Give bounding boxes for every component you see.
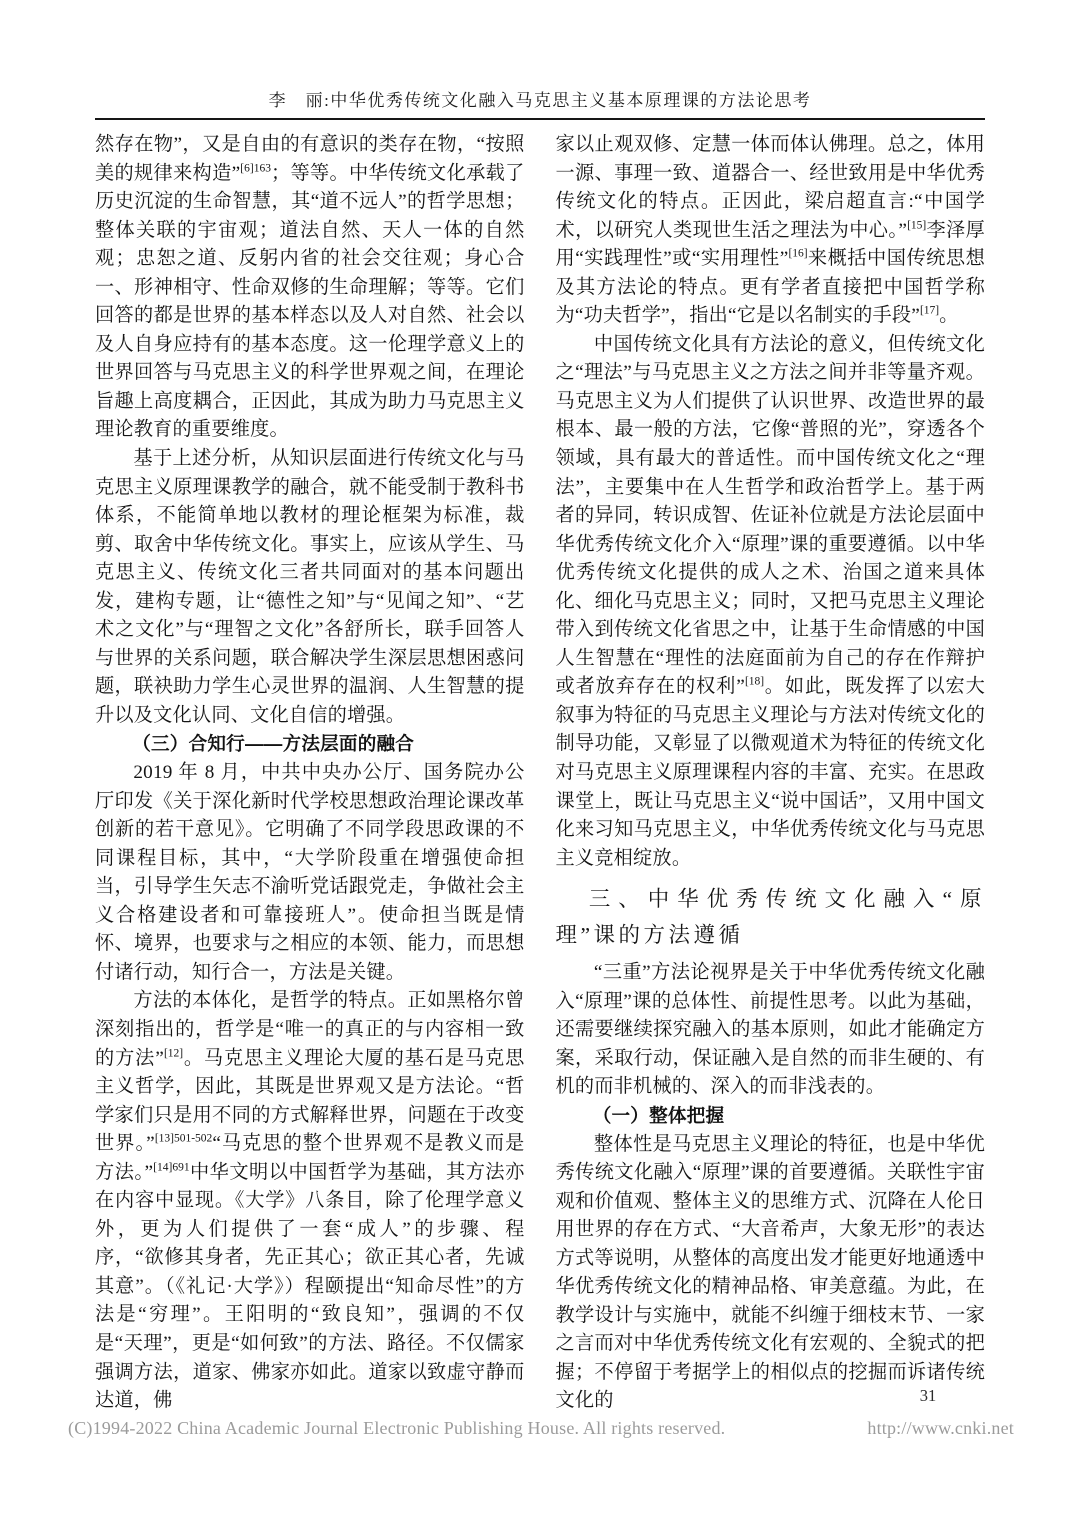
left-column-paragraph-5: 方法的本体化，是哲学的特点。正如黑格尔曾深刻指出的，哲学是“唯一的真正的与内容相一致的方法”[12]。马克思主义理论大厦的基石是马克思主义哲学，因此，其既是世界观又是方法论。“哲学家们只是用不同的方式解释世界，问题在于改变世界。”$^{[13]501-502}$“马克思的整个世界观不是教义而是方法。”$^{[14]691}$中华文明以中国哲学为基础，其方法亦在内容中显现。《大学》八条目，除了伦理学意义外，更为人们提供了一套“成人”的步骤、程序，“欲修其身者，先正其心；欲正其心者，先诚其意”。（《礼记·大学》）程颐提出“知命尽性”的方法是“穷理”。王阳明的“致良知”，强调的不仅是“天理”，更是“如何致”的方法、路径。不仅儒家强调方法，道家、佛家亦如此。道家以致虚守静而达道，佛 — [95, 990, 525, 1412]
left-column-subheading-3: （三）合知行——方法层面的融合 — [132, 733, 415, 755]
footer-url: http://www.cnki.net — [867, 1418, 1014, 1438]
right-column — [556, 131, 986, 1416]
right-column-paragraph-4: “三重”方法论视界是关于中华优秀传统文化融入“原理”课的总体性、前提性思考。以此为基础，还需要继续探究融入的基本原则，如此才能确定方案，采取行动，保证融入是自然的而非生硬的、有机的而非机械的、深入的而非浅表的。 — [555, 962, 985, 1098]
right-column-paragraph-2: 中国传统文化具有方法论的意义，但传统文化之“理法”与马克思主义之方法之间并非等量齐观。马克思主义为人们提供了认识世界、改造世界的最根本、最一般的方法，它像“普照的光”，穿透各个领域，具有最大的普适性。而中国传统文化之“理法”，主要集中在人生哲学和政治哲学上。基于两者的异同，转识成智、佐证补位就是方法论层面中华优秀传统文化介入“原理”课的重要遵循。以中华优秀传统文化提供的成人之术、治国之道来具体化、细化马克思主义；同时，又把马克思主义理论带入到传统文化省思之中，让基于生命情感的中国人生智慧在“理性的法庭面前为自己的存在作辩护或者放弃存在的权利”[18]。如此，既发挥了以宏大叙事为特征的马克思主义理论与方法对传统文化的制导功能，又彰显了以微观道术为特征的传统文化对马克思主义原理课程内容的丰富、充实。在思政课堂上，既让马克思主义“说中国话”，又用中国文化来习知马克思主义，中华优秀传统文化与马克思主义竞相绽放。 — [555, 333, 985, 869]
citation-ref: [14]691 — [153, 1161, 190, 1174]
citation-ref: [12] — [163, 1047, 184, 1060]
citation-ref: [17] — [919, 304, 940, 317]
citation-ref: [16] — [788, 247, 808, 260]
right-column-paragraph-1: 家以止观双修、定慧一体而体认佛理。总之，体用一源、事理一致、道器合一、经世致用是中华优秀传统文化的特点。正因此，梁启超直言:“中国学术，以研究人类现世生活之理法为中心。”[15]李泽厚用“实践理性”或“实用理性”[16]来概括中国传统思想及其方法论的特点。更有学者直接把中国哲学称为“功夫哲学”，指出“它是以名制实的手段”[17]。 — [555, 134, 985, 327]
right-column-section-heading-3: 三、中华优秀传统文化融入“原理”课的方法遵循 — [555, 887, 985, 948]
page-number: 31 — [919, 1386, 937, 1405]
footer-copyright: (C)1994-2022 China Academic Journal Electronic Publishing House. All rights reserved. — [68, 1418, 726, 1438]
left-column-paragraph-4: 2019 年 8 月，中共中央办公厅、国务院办公厅印发《关于深化新时代学校思想政治理论课改革创新的若干意见》。它明确了不同学段思政课的不同课程目标，其中，“大学阶段重在增强使命担当，引导学生矢志不渝听党话跟党走，争做社会主义合格建设者和可靠接班人”。使命担当既是情怀、境界，也要求与之相应的本领、能力，而思想付诸行动，知行合一，方法是关键。 — [95, 762, 525, 983]
citation-ref: [18] — [744, 676, 765, 688]
left-column-paragraph-2: 基于上述分析，从知识层面进行传统文化与马克思主义原理课教学的融合，就不能受制于教科书体系，不能简单地以教材的理论框架为标准，裁剪、取舍中华传统文化。事实上，应该从学生、马克思主义、传统文化三者共同面对的基本问题出发，建构专题，让“德性之知”与“见闻之知”、“艺术之文化”与“理智之文化”各舒所长，联手回答人与世界的关系问题，联合解决学生深层思想困惑问题，联袂助力学生心灵世界的温润、人生智慧的提升以及文化认同、文化自信的增强。 — [95, 448, 525, 726]
left-column — [95, 131, 525, 1416]
right-column-paragraph-6: 整体性是马克思主义理论的特征，也是中华优秀传统文化融入“原理”课的首要遵循。关联性宇宙观和价值观、整体主义的思维方式、沉降在人伦日用世界的存在方式、“大音希声，大象无形”的表达方式等说明，从整体的高度出发才能更好地通透中华优秀传统文化的精神品格、审美意蕴。为此，在教学设计与实施中，就能不纠缠于细枝末节、一家之言而对中华优秀传统文化有宏观的、全貌式的把握；不停留于考据学上的相似点的挖掘而诉诸传统文化的 — [555, 1133, 985, 1412]
citation-ref: [6]163 — [240, 162, 271, 175]
citation-ref: [15] — [907, 219, 927, 232]
left-column-paragraph-1: 然存在物”，又是自由的有意识的类存在物，“按照美的规律来构造”$^{[6]163}$；等等。中华传统文化承载了历史沉淀的生命智慧，其“道不远人”的哲学思想；整体关联的宇宙观；道法自然、天人一体的自然观；忠恕之道、反躬内省的社会交往观；身心合一、形神相守、性命双修的生命理解；等等。它们回答的都是世界的基本样态以及人对自然、社会以及人自身应持有的基本态度。这一伦理学意义上的世界回答与马克思主义的科学世界观之间，在理论旨趣上高度耦合，正因此，其成为助力马克思主义理论教育的重要维度。 — [95, 134, 525, 441]
running-head-title: 李 丽:中华优秀传统文化融入马克思主义基本原理课的方法论思考 — [268, 91, 812, 110]
citation-ref: [13]501-502 — [154, 1132, 213, 1145]
page-footer — [68, 1418, 1014, 1439]
right-column-subheading-5: （一）整体把握 — [592, 1104, 725, 1126]
header-divider — [95, 118, 985, 120]
article-body — [95, 131, 985, 1416]
